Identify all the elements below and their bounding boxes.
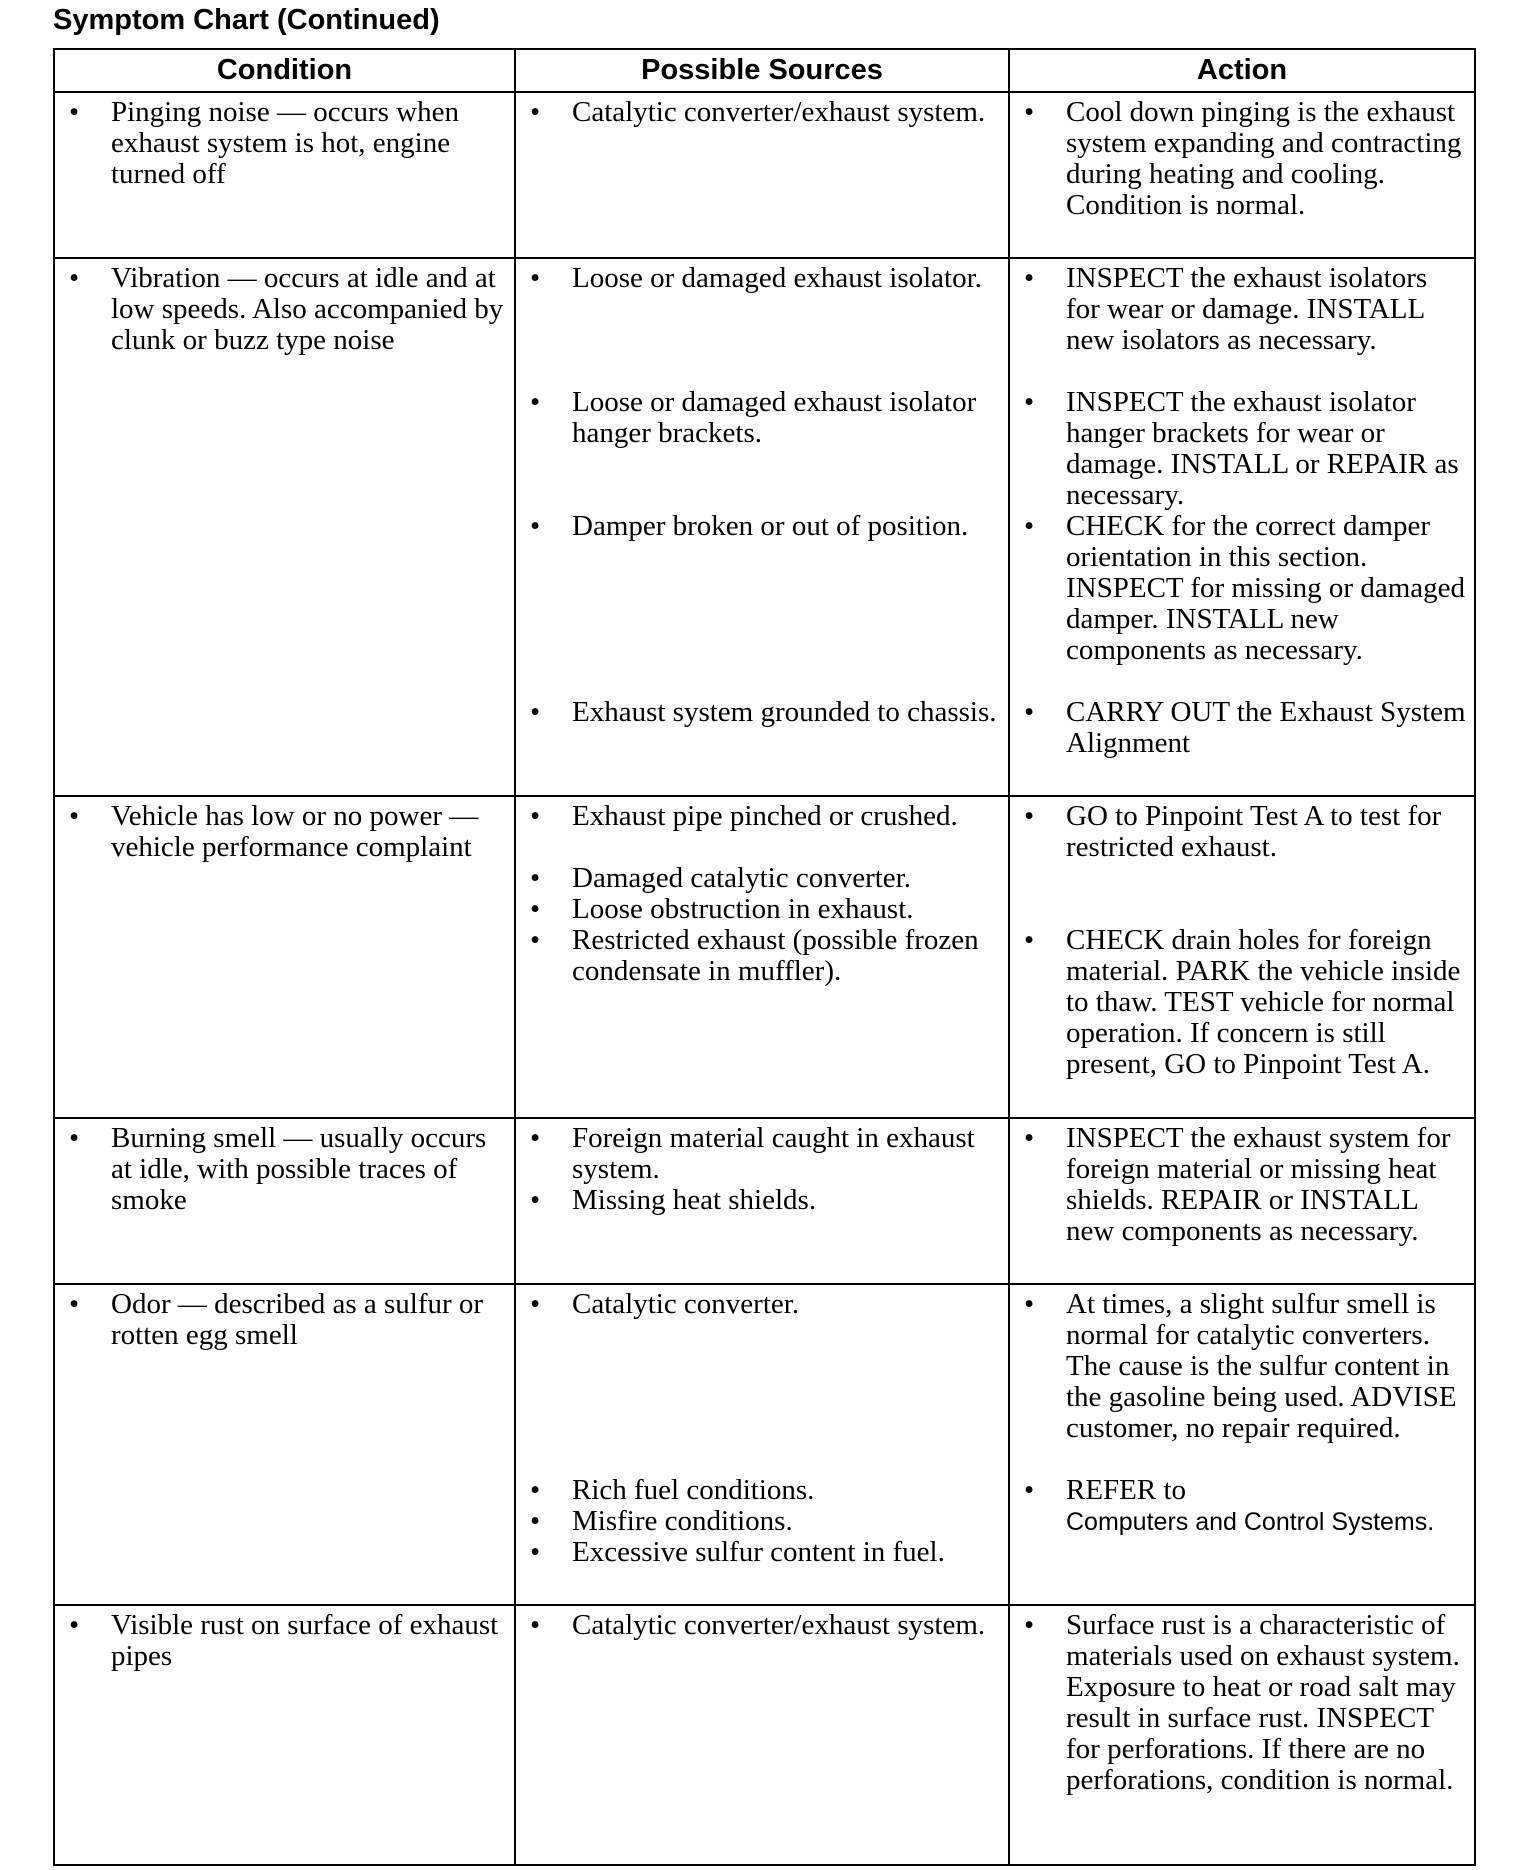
source-item: Restricted exhaust (possible frozen condensate in muffler). <box>572 924 979 987</box>
source-item: Catalytic converter/exhaust system. <box>572 1609 986 1641</box>
action-item: CHECK drain holes for foreign material. PARK the vehicle inside to thaw. TEST vehicle for normal operation. If concern is still present, GO to Pinpoint Test A. <box>1066 924 1461 1080</box>
condition-text: Pinging noise — occurs when exhaust system is hot, engine turned off <box>111 96 459 190</box>
action-item: CARRY OUT the Exhaust System Alignment <box>1066 696 1466 759</box>
action-item: GO to Pinpoint Test A to test for restricted exhaust. <box>1066 800 1442 863</box>
condition-text: Visible rust on surface of exhaust pipes <box>111 1609 499 1672</box>
action-cell: • INSPECT the exhaust system for foreign material or missing heat shields. REPAIR or INSTALL new components as necessary. <box>1009 1118 1475 1284</box>
table-row <box>54 1284 1475 1605</box>
action-item: At times, a slight sulfur smell is normal for catalytic converters. The cause is the sulfur content in the gasoline being used. ADVISE customer, no repair required. <box>1066 1288 1457 1444</box>
source-item: Foreign material caught in exhaust system. <box>572 1122 975 1185</box>
condition-cell: • Vehicle has low or no power — vehicle performance complaint <box>54 796 515 1118</box>
source-item: Damaged catalytic converter. <box>572 862 911 894</box>
condition-text: Vehicle has low or no power — vehicle performance complaint <box>111 800 479 863</box>
action-cell: • Surface rust is a characteristic of materials used on exhaust system. Exposure to heat or road salt may result in surface rust. INSPECT for perforations. If there are no perforations, condition is normal. <box>1009 1605 1475 1865</box>
condition-text: Vibration — occurs at idle and at low speeds. Also accompanied by clunk or buzz type noise <box>111 262 504 356</box>
condition-cell: • Vibration — occurs at idle and at low speeds. Also accompanied by clunk or buzz type noise <box>54 258 515 796</box>
symptom-chart-table <box>53 48 1476 1866</box>
source-item: Loose obstruction in exhaust. <box>572 893 914 925</box>
sources-cell: • Foreign material caught in exhaust system. • Missing heat shields. <box>515 1118 1009 1284</box>
table-row <box>54 258 1475 796</box>
condition-text: Burning smell — usually occurs at idle, with possible traces of smoke <box>111 1122 487 1216</box>
action-item: CHECK for the correct damper orientation in this section. INSPECT for missing or damaged damper. INSTALL new components as necessary. <box>1066 510 1465 666</box>
sources-cell: • Catalytic converter/exhaust system. <box>515 92 1009 258</box>
header-row <box>54 49 1475 92</box>
source-item: Missing heat shields. <box>572 1184 817 1216</box>
action-item: INSPECT the exhaust system for foreign material or missing heat shields. REPAIR or INSTALL new components as necessary. <box>1066 1122 1451 1247</box>
sources-cell: • Catalytic converter. • Rich fuel conditions. • Misfire conditions. • Excessive sulfur content in fuel. <box>515 1284 1009 1605</box>
table-row <box>54 92 1475 258</box>
table-row <box>54 1118 1475 1284</box>
source-item: Catalytic converter. <box>572 1288 800 1320</box>
condition-cell: • Visible rust on surface of exhaust pipes <box>54 1605 515 1865</box>
action-item: INSPECT the exhaust isolator hanger brackets for wear or damage. INSTALL or REPAIR as necessary. <box>1066 386 1459 511</box>
source-item: Catalytic converter/exhaust system. <box>572 96 986 128</box>
action-refer-text: REFER to <box>1066 1474 1187 1506</box>
action-cell: • INSPECT the exhaust isolators for wear or damage. INSTALL new isolators as necessary. • INSPECT the exhaust isolator hanger brackets for wear or damage. INSTALL or REPAIR as necessary. • CHECK for the correct damper orientation in this section. INSPECT for missing or damaged damper. INSTALL new components as necessary. • CARRY OUT the Exhaust System Alignment <box>1009 258 1475 796</box>
action-cell: • At times, a slight sulfur smell is normal for catalytic converters. The cause is the sulfur content in the gasoline being used. ADVISE customer, no repair required. • REFER to Computers and Control Systems. <box>1009 1284 1475 1605</box>
condition-cell: • Pinging noise — occurs when exhaust system is hot, engine turned off <box>54 92 515 258</box>
source-item: Excessive sulfur content in fuel. <box>572 1536 945 1568</box>
table-row <box>54 1605 1475 1865</box>
page-title: Symptom Chart (Continued) <box>53 4 440 36</box>
cross-reference-link[interactable]: Computers and Control Systems. <box>1066 1508 1435 1536</box>
action-cell: • GO to Pinpoint Test A to test for restricted exhaust. • CHECK drain holes for foreign material. PARK the vehicle inside to thaw. TEST vehicle for normal operation. If concern is still present, GO to Pinpoint Test A. <box>1009 796 1475 1118</box>
condition-cell: • Odor — described as a sulfur or rotten egg smell <box>54 1284 515 1605</box>
source-item: Exhaust system grounded to chassis. <box>572 696 997 728</box>
action-item <box>1066 1475 1468 1538</box>
source-item: Loose or damaged exhaust isolator. <box>572 262 982 294</box>
sources-cell: • Loose or damaged exhaust isolator. • Loose or damaged exhaust isolator hanger brackets. • Damper broken or out of position. • Exhaust system grounded to chassis. <box>515 258 1009 796</box>
condition-cell: • Burning smell — usually occurs at idle, with possible traces of smoke <box>54 1118 515 1284</box>
header-possible-sources: Possible Sources <box>515 49 1009 92</box>
sources-cell: • Exhaust pipe pinched or crushed. • Damaged catalytic converter. • Loose obstruction in exhaust. • Restricted exhaust (possible frozen condensate in muffler). <box>515 796 1009 1118</box>
header-action: Action <box>1009 49 1475 92</box>
source-item: Misfire conditions. <box>572 1505 793 1537</box>
source-item: Loose or damaged exhaust isolator hanger brackets. <box>572 386 977 449</box>
sources-cell: • Catalytic converter/exhaust system. <box>515 1605 1009 1865</box>
source-item: Rich fuel conditions. <box>572 1474 815 1506</box>
source-item: Damper broken or out of position. <box>572 510 969 542</box>
action-item: Surface rust is a characteristic of materials used on exhaust system. Exposure to heat or road salt may result in surface rust. INSPECT for perforations. If there are no perforations, condition is normal. <box>1066 1609 1460 1796</box>
action-item: INSPECT the exhaust isolators for wear or damage. INSTALL new isolators as necessary. <box>1066 262 1428 356</box>
action-item: Cool down pinging is the exhaust system expanding and contracting during heating and cooling. Condition is normal. <box>1066 96 1462 221</box>
action-cell: • Cool down pinging is the exhaust system expanding and contracting during heating and cooling. Condition is normal. <box>1009 92 1475 258</box>
source-item: Exhaust pipe pinched or crushed. <box>572 800 958 832</box>
table-row <box>54 796 1475 1118</box>
header-condition: Condition <box>54 49 515 92</box>
condition-text: Odor — described as a sulfur or rotten egg smell <box>111 1288 484 1351</box>
